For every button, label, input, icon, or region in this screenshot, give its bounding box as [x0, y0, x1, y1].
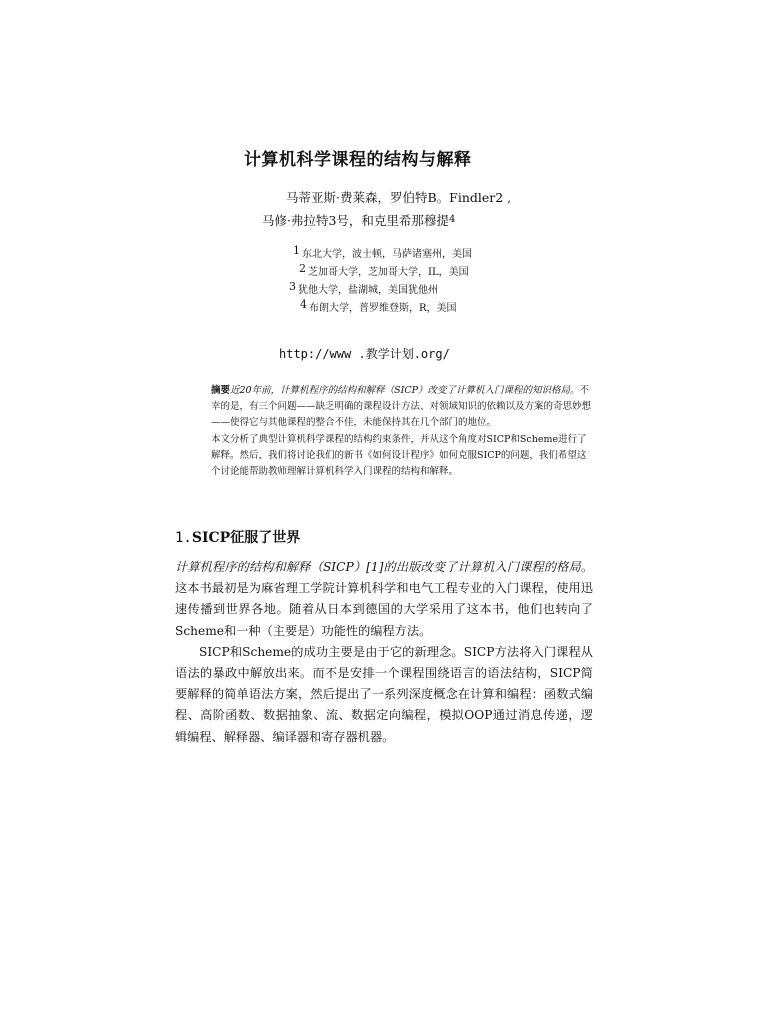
abstract-paragraph-2: 本文分析了典型计算机科学课程的结构约束条件，并从这个角度对SICP和Scheme进行了解释。然后，我们将讨论我们的新书《如何设计程序》如何克服SICP的问题，我们希望这个讨论能帮助教师理解计算机科学入门课程的结构和解释。 — [211, 433, 587, 478]
authors-line-2-sup: 4 — [448, 214, 456, 225]
authors-line-2 — [262, 215, 455, 228]
authors-line-1: 马蒂亚斯·费莱森，罗伯特B。Findler2 , — [286, 190, 512, 205]
affiliation-1 — [293, 245, 472, 260]
project-url[interactable]: http://www .教学计划.org/ — [279, 347, 450, 361]
abstract-italic-lead: 近20年前，计算机程序的结构和解释（SICP）改变了计算机入门课程的知识格局。 — [230, 385, 580, 396]
affiliation-number: 1 — [293, 244, 300, 257]
affiliation-number: 4 — [300, 298, 307, 311]
section-number: 1. — [175, 530, 192, 546]
affiliation-3 — [289, 281, 438, 296]
section-title: SICP征服了世界 — [191, 530, 301, 546]
body-italic-lead: 计算机程序的结构和解释（SICP）[1]的出版改变了计算机入门课程的格局 — [175, 560, 581, 574]
affiliation-text: 布朗大学，普罗维登斯，R，美国 — [309, 303, 457, 314]
affiliation-number: 2 — [299, 262, 306, 275]
section-heading — [175, 527, 300, 547]
paper-title: 计算机科学课程的结构与解释 — [244, 150, 472, 170]
abstract-label: 摘要 — [211, 385, 231, 396]
affiliation-text: 芝加哥大学，芝加哥大学，IL，美国 — [308, 267, 469, 278]
affiliation-4 — [300, 299, 457, 314]
body-text: 。这本书最初是为麻省理工学院计算机科学和电气工程专业的入门课程，使用迅速传播到世界各地。随着从日本到德国的大学采用了这本书，他们也转向了Scheme和一种（主要是）功能性的编程方法。 — [175, 560, 593, 638]
authors-line-2-text: 马修·弗拉特3号，和克里希那穆提 — [262, 213, 449, 228]
affiliation-number: 3 — [289, 280, 296, 293]
body-paragraph-2: SICP和Scheme的成功主要是由于它的新理念。SICP方法将入门课程从语法的暴政中解放出来。而不是安排一个课程围绕语言的语法结构，SICP简要解释的简单语法方案，然后提出了一系列深度概念在计算和编程：函数式编程、高阶函数、数据抽象、流、数据定向编程，模拟OOP通过消息传递，逻辑编程、解释器、编译器和寄存器机器。 — [175, 644, 593, 744]
affiliation-text: 东北大学，波士顿，马萨诸塞州，美国 — [302, 249, 472, 260]
affiliation-2 — [299, 263, 469, 278]
abstract-paragraph-1 — [211, 383, 591, 432]
abstract-text: 不幸的是，有三个问题——缺乏明确的课程设计方法、对领域知识的依赖以及方案的奇思妙想——使得它与其他课程的整合不佳，未能保持其在几个部门的地位。 — [211, 385, 592, 429]
abstract — [211, 383, 591, 480]
section-body — [175, 557, 593, 748]
affiliation-text: 犹他大学，盐湖城，美国犹他州 — [298, 285, 438, 296]
body-paragraph-1 — [175, 557, 593, 642]
